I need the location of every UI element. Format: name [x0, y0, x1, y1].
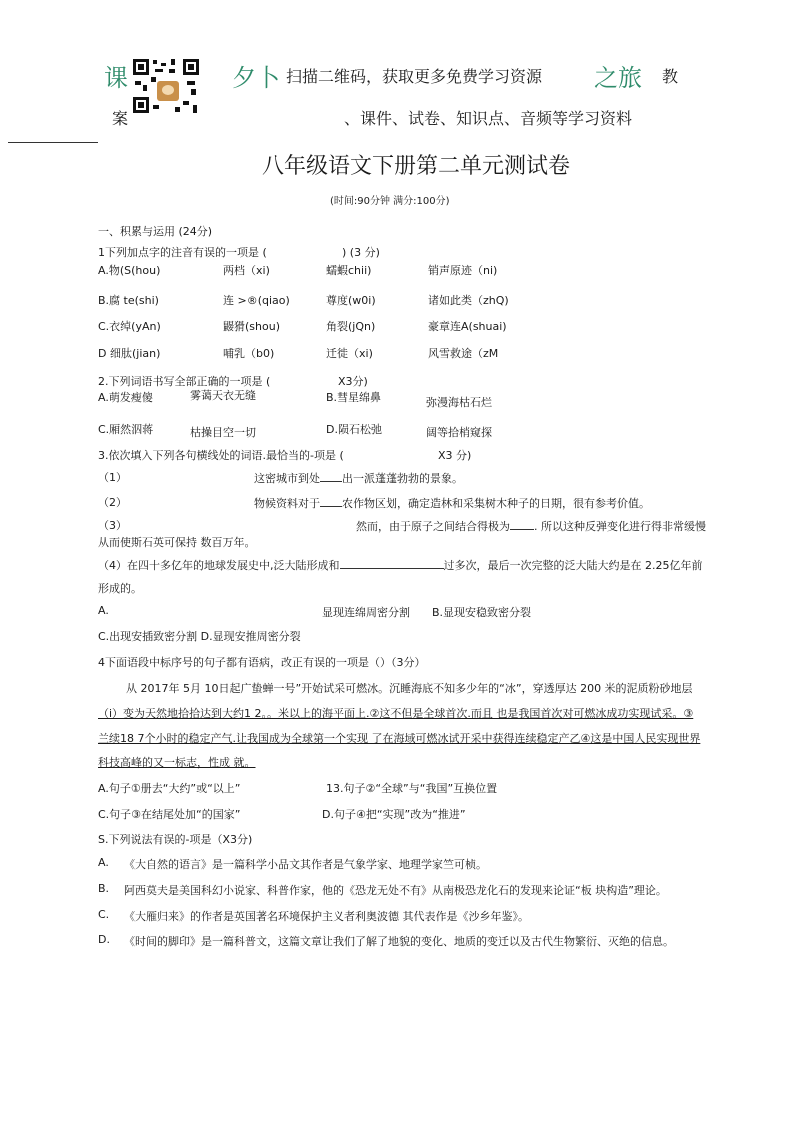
page-subtitle: (时间:90分钟 满分:100分) [330, 196, 450, 207]
q4-stem: 4下面语段中标序号的句子都有语病，改正有误的一项是（）（3分） [98, 656, 426, 669]
q3-sentence-4: （4）在四十多亿年的地球发展史中,泛大陆形成和 过多次，最后一次完整的泛大陆大约是在 2.25亿年前 [98, 556, 703, 573]
q2-option-a-words: 雾蔼天衣无缝 [190, 389, 256, 402]
q3-sentence-2: 物候资料对于 农作物区划，确定造林和采集树木种子的日期，很有参考价值。 [254, 494, 650, 511]
q3-option-a-label: A. [98, 604, 109, 617]
q1-stem-end: ) (3 分) [342, 246, 380, 259]
q2-option-b-words: 弥漫海枯石烂 [426, 396, 492, 409]
q5-option-d: 《时间的脚印》是一篇科普文，这篇文章让我们了解了地貌的变化、地质的变迁以及古代生物繁衍、灭绝的信息。 [124, 935, 674, 948]
q3-stem-end: X3 分) [438, 449, 472, 462]
header-zhi-lv: 之旅 [594, 64, 642, 92]
header-an: 案 [112, 109, 129, 128]
q2-option-c-words: 枯操目空一切 [190, 426, 256, 439]
q3-option-cd: C.出现安插致密分割 D.显现安推周密分裂 [98, 630, 301, 643]
page-title: 八年级语文下册第二单元测试卷 [262, 154, 571, 179]
q4-paragraph-line-3: 兰续18 7个小时的稳定产气.让我国成为全球第一个实现 了在海域可燃冰试开采中获得连续稳定产乙④这是中国人民实现世界 [98, 732, 701, 745]
header-resources: 、课件、试卷、知识点、音频等学习资料 [344, 109, 633, 128]
q4-option-b: 13.句子②“全球”与“我国”互换位置 [326, 782, 498, 795]
q1-option-a: A.物(S(hou) [98, 264, 161, 277]
q2-option-c: C.厢然泅蒋 [98, 423, 154, 436]
header-ke: 课 [104, 64, 128, 92]
q2-option-a: A.萌发瘦傻 [98, 391, 153, 404]
q4-option-c: C.句子③在结尾处加“的国家” [98, 808, 241, 821]
q1-option-a: 蠕蝦chii) [326, 264, 372, 277]
q1-option-c: 角裂(jQn) [326, 320, 376, 333]
q2-stem: 2.下列词语书写全部正确的一项是 ( [98, 375, 271, 388]
q1-option-b: 尊度(w0i) [326, 294, 376, 307]
q3-stem: 3.依次填入下列各句横线处的词语.最恰当的-项是 ( [98, 449, 344, 462]
q5-option-a-label: A. [98, 856, 109, 869]
q5-option-d-label: D. [98, 933, 110, 946]
header-xi-bu: 夕卜 [232, 64, 280, 92]
header-jiao: 教 [662, 67, 679, 86]
q5-option-a: 《大自然的语言》是一篇科学小品文其作者是气象学家、地理学家竺可桢。 [124, 858, 487, 871]
q4-option-a: A.句子①册去“大约”或“以上” [98, 782, 241, 795]
q1-option-a: 销声原迹（ni) [428, 264, 498, 277]
q1-option-c: 鼹猾(shou) [223, 320, 280, 333]
header-divider [8, 142, 98, 143]
header-scan-text: 扫描二维码，获取更多免费学习资源 [286, 67, 543, 86]
q1-option-b: 诸如此类（zhQ) [428, 294, 509, 307]
q5-option-b-label: B. [98, 882, 110, 895]
q5-stem: S.下列说法有误的-项是（X3分) [98, 833, 253, 846]
q3-sentence-1: 这密城市到处 出一派蓬蓬勃勃的景象。 [254, 469, 463, 486]
q4-paragraph-line-4: 科技高峰的又一标志，性成 就。 [98, 756, 256, 769]
q2-option-d: D.陨石松弛 [326, 423, 382, 436]
q3-s1-number: （1） [98, 471, 127, 484]
q1-option-c: 豪章连A(shuai) [428, 320, 507, 333]
q1-option-b: 连 >®(qiao) [223, 294, 290, 307]
q1-option-b: B.腐 te(shi) [98, 294, 159, 307]
q1-option-d: 迁徙（xi) [326, 347, 373, 360]
q1-option-c: C.衣绰(yAn) [98, 320, 161, 333]
q4-paragraph-line-2: （i）变为天然地拾拾达到大约1 2。。米以上的海平面上.②这不但是全球首次.而且 也是我国首次对可燃冰成功实现试采。③ [98, 707, 694, 720]
q3-sentence-3-cont: 从而使斯石英可保持 数百万年。 [98, 536, 256, 549]
q3-sentence-3: 然而，由于原子之间结合得极为 . 所以这种反弹变化进行得非常缓慢 [356, 517, 706, 534]
q4-paragraph-line-1: 从 2017年 5月 10日起广蛰蝉一号”开始试采可燃冰。沉睡海底不知多少年的“冰”，穿透厚达 200 米的泥质粉砂地层 [126, 682, 693, 695]
q5-option-c-label: C. [98, 908, 110, 921]
q3-s2-number: （2） [98, 496, 127, 509]
q2-option-d-words: 阔等拾梢窥探 [426, 426, 492, 439]
section-heading: 一、积累与运用 (24分) [98, 225, 213, 238]
q3-s3-number: （3） [98, 519, 127, 532]
q1-stem: 1下列加点字的注音有误的一项是 ( [98, 246, 267, 259]
q2-option-b: B.彗星绵鼻 [326, 391, 382, 404]
q5-option-b: 阿西莫夫是美国科幻小说家、科普作家，他的《恐龙无处不有》从南极恐龙化石的发现来论证“板 块构造”理论。 [124, 884, 667, 897]
q1-option-a: 两档（xi) [223, 264, 270, 277]
q4-option-d: D.句子④把“实现”改为“推进” [322, 808, 466, 821]
q1-option-d: 哺乳（b0) [223, 347, 275, 360]
q3-option-b: B.显现安稳致密分裂 [432, 606, 532, 619]
q1-option-d: 风雪救途（zM [428, 347, 499, 360]
q1-option-d: D 细肽(jian) [98, 347, 161, 360]
qr-code-image [131, 57, 203, 117]
q3-option-a: 显现连绵周密分割 [322, 606, 410, 619]
q5-option-c: 《大雁归来》的作者是英国著名环境保护主义者利奥波德 其代表作是《沙乡年鉴》。 [124, 910, 529, 923]
q3-sentence-4-cont: 形成的。 [98, 582, 142, 595]
q2-stem-end: X3分) [338, 375, 368, 388]
